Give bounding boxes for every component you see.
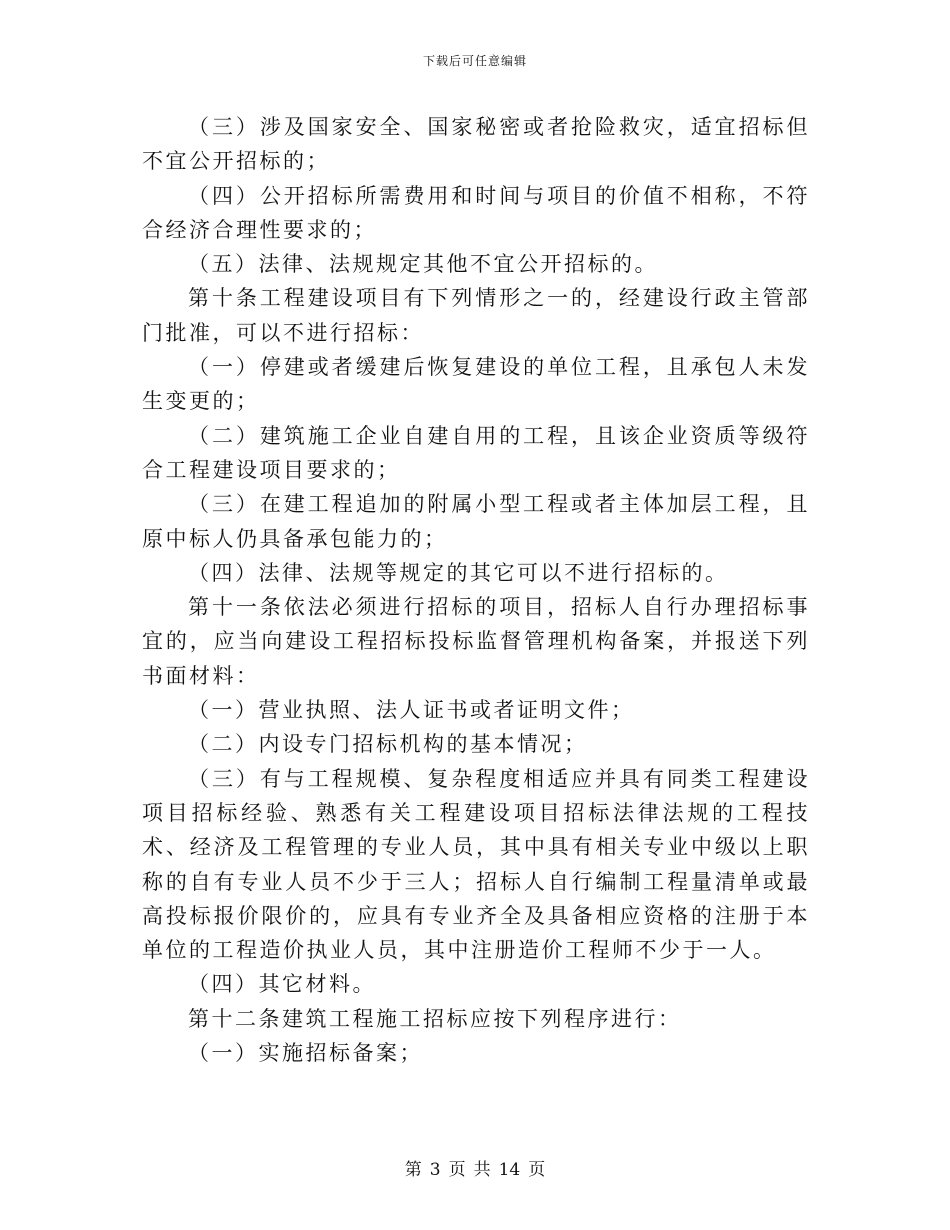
paragraph: （二）建筑施工企业自建自用的工程，且该企业资质等级符合工程建设项目要求的； [142, 423, 810, 482]
page-footer [0, 1155, 950, 1180]
paragraph: （四）公开招标所需费用和时间与项目的价值不相称，不符合经济合理性要求的； [142, 183, 810, 242]
paragraph: 第十条工程建设项目有下列情形之一的，经建设行政主管部门批准，可以不进行招标： [142, 286, 810, 345]
paragraph: （三）在建工程追加的附属小型工程或者主体加层工程，且原中标人仍具备承包能力的； [142, 492, 810, 551]
paragraph: （一）停建或者缓建后恢复建设的单位工程，且承包人未发生变更的； [142, 355, 810, 414]
paragraph: （三）涉及国家安全、国家秘密或者抢险救灾，适宜招标但不宜公开招标的； [142, 115, 810, 174]
document-body [142, 110, 810, 1070]
footer-page-word: 页 [448, 1160, 466, 1180]
footer-prefix: 第 [404, 1160, 422, 1180]
paragraph: 第十一条依法必须进行招标的项目，招标人自行办理招标事宜的，应当向建设工程招标投标监督管理机构备案，并报送下列书面材料： [142, 595, 810, 688]
paragraph: （四）其它材料。 [188, 972, 376, 997]
footer-total-word: 共 [473, 1160, 491, 1180]
current-page-number: 3 [429, 1160, 441, 1180]
total-page-count: 14 [498, 1160, 521, 1180]
paragraph: （一）营业执照、法人证书或者证明文件； [188, 698, 635, 723]
paragraph: （二）内设专门招标机构的基本情况； [188, 732, 588, 757]
paragraph: （三）有与工程规模、复杂程度相适应并具有同类工程建设项目招标经验、熟悉有关工程建设项目招标法律法规的工程技术、经济及工程管理的专业人员，其中具有相关专业中级以上职称的自有专业人员不少于三人；招标人自行编制工程量清单或最高投标报价限价的，应具有专业齐全及具备相应资格的注册于本单位的工程造价执业人员，其中注册造价工程师不少于一人。 [142, 766, 810, 963]
paragraph: （五）法律、法规规定其他不宜公开招标的。 [188, 252, 658, 277]
paragraph: 第十二条建筑工程施工招标应按下列程序进行： [188, 1006, 682, 1031]
footer-suffix: 页 [528, 1160, 546, 1180]
paragraph: （一）实施招标备案； [188, 1041, 423, 1066]
page-header: 下载后可任意编辑 [422, 54, 527, 68]
paragraph: （四）法律、法规等规定的其它可以不进行招标的。 [188, 560, 729, 585]
